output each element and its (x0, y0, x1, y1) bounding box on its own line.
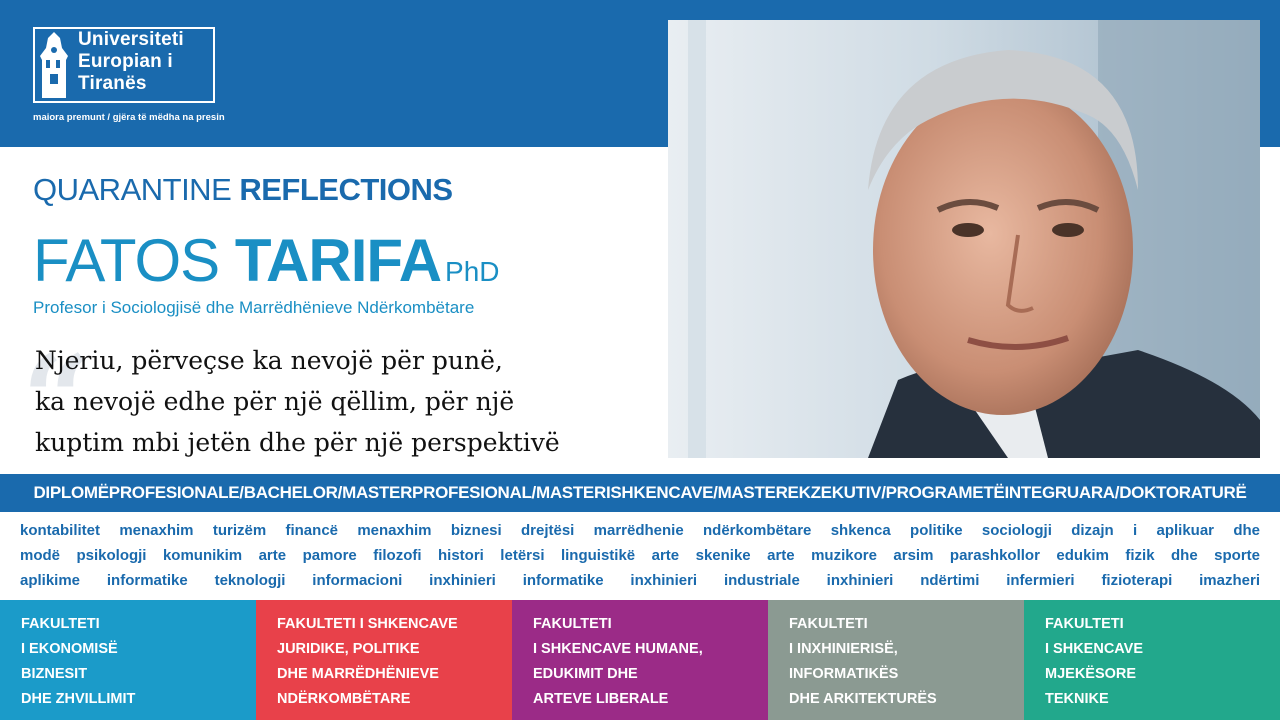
faculty-line: FAKULTETI (1045, 616, 1124, 632)
study-fields-line: modë psikologji komunikim arte pamore filozofi histori letërsi linguistikë arte skenike arte muzikore arsim parashkollor edukim fizik dhe sporte (20, 547, 1260, 564)
faculty-medical-sciences (1024, 600, 1280, 720)
faculty-line: INFORMATIKËS (789, 666, 899, 682)
speaker-name (33, 226, 500, 295)
faculty-line: EDUKIMIT DHE (533, 666, 638, 682)
quote-line: Njeriu, përveçse ka nevojë për punë, (35, 346, 503, 375)
logo-line: Europian i (78, 51, 173, 72)
speaker-portrait (668, 20, 1260, 458)
faculty-line: TEKNIKE (1045, 691, 1109, 707)
faculty-line: FAKULTETI (533, 616, 612, 632)
series-title-bold: REFLECTIONS (239, 172, 453, 207)
logo-motto: maiora premunt / gjëra të mëdha na presin (33, 112, 225, 123)
faculty-engineering (768, 600, 1024, 720)
logo-wordmark (78, 29, 184, 95)
faculty-line: I SHKENCAVE (1045, 641, 1144, 657)
study-fields-line: kontabilitet menaxhim turizëm financë menaxhim biznesi drejtësi marrëdhenie ndërkombëtare shkenca politike sociologji dizajn i aplikuar dhe (20, 522, 1260, 539)
faculty-strip (0, 600, 1280, 720)
series-title-light: QUARANTINE (33, 172, 240, 207)
faculty-line: DHE ZHVILLIMIT (21, 691, 136, 707)
faculty-line: I SHKENCAVE HUMANE, (533, 641, 703, 657)
programs-list: DIPLOMËPROFESIONALE/BACHELOR/MASTERPROFESIONAL/MASTERISHKENCAVE/MASTEREKZEKUTIV/PROGRAMETËINTEGRUARA/DOKTORATURË (33, 483, 1247, 502)
faculty-line: DHE MARRËDHËNIEVE (277, 666, 439, 682)
speaker-last-name: TARIFA (234, 227, 442, 294)
faculty-line: FAKULTETI I SHKENCAVE (277, 616, 458, 632)
study-fields-line: aplikime informatike teknologji informacioni inxhinieri informatike inxhinieri industriale inxhinieri ndërtimi infermieri fizioterapi imazheri (20, 572, 1260, 589)
faculty-humanities (512, 600, 768, 720)
faculty-line: I INXHINIERISË, (789, 641, 898, 657)
university-logo (33, 27, 215, 109)
speaker-first-name: FATOS (33, 227, 235, 294)
programs-bar (0, 474, 1280, 512)
faculty-line: FAKULTETI (21, 616, 100, 632)
speaker-title: Profesor i Sociologjisë dhe Marrëdhënieve Ndërkombëtare (33, 298, 475, 317)
logo-line: Tiranës (78, 73, 147, 94)
tower-logo-icon (36, 30, 72, 100)
faculty-line: ARTEVE LIBERALE (533, 691, 669, 707)
study-fields (20, 518, 1260, 593)
quote-line: ka nevojë edhe për një qëllim, për një (35, 387, 515, 416)
series-title (33, 172, 453, 208)
faculty-line: BIZNESIT (21, 666, 88, 682)
faculty-line: NDËRKOMBËTARE (277, 691, 411, 707)
logo-line: Universiteti (78, 29, 184, 50)
quote-text (35, 340, 560, 463)
faculty-line: DHE ARKITEKTURËS (789, 691, 937, 707)
faculty-law-politics (256, 600, 512, 720)
faculty-line: MJEKËSORE (1045, 666, 1137, 682)
speaker-degree: PhD (445, 256, 500, 287)
quote-mark-icon: “ (22, 329, 92, 470)
faculty-line: FAKULTETI (789, 616, 868, 632)
faculty-line: JURIDIKE, POLITIKE (277, 641, 420, 657)
quote-line: kuptim mbi jetën dhe për një perspektivë (35, 428, 560, 457)
faculty-line: I EKONOMISË (21, 641, 118, 657)
faculty-economics (0, 600, 256, 720)
